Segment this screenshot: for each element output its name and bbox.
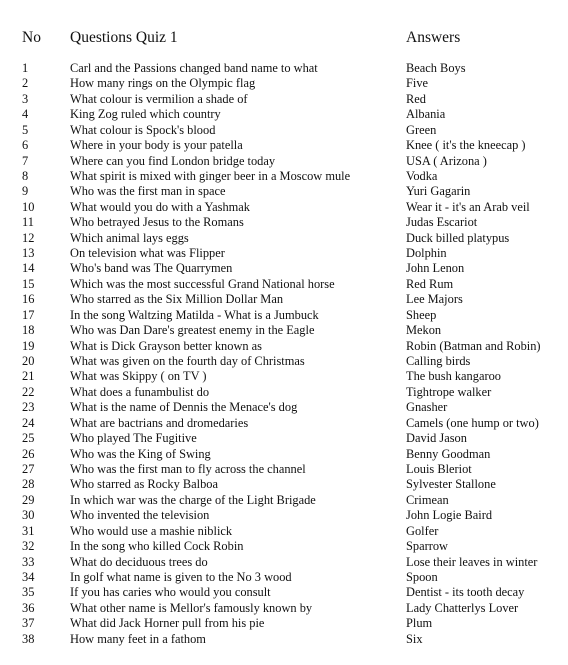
table-row — [0, 292, 568, 307]
question-text: What colour is Spock's blood — [70, 122, 216, 137]
question-number: 21 — [22, 369, 35, 384]
answer-text: Red — [406, 91, 426, 106]
question-text: On television what was Flipper — [70, 246, 225, 261]
question-number: 14 — [22, 261, 35, 276]
question-number: 19 — [22, 338, 35, 353]
table-row — [0, 508, 568, 523]
table-row — [0, 616, 568, 631]
table-row — [0, 339, 568, 354]
question-number: 32 — [22, 539, 35, 554]
answer-text: Robin (Batman and Robin) — [406, 338, 541, 353]
question-text: What does a funambulist do — [70, 384, 210, 399]
question-text: What colour is vermilion a shade of — [70, 91, 248, 106]
quiz-rows — [0, 61, 568, 647]
table-row — [0, 601, 568, 616]
table-row — [0, 632, 568, 647]
question-text: What did Jack Horner pull from his pie — [70, 616, 265, 631]
question-number: 37 — [22, 616, 35, 631]
question-number: 31 — [22, 523, 35, 538]
question-text: What would you do with a Yashmak — [70, 199, 250, 214]
question-number: 8 — [22, 168, 29, 183]
question-number: 3 — [22, 91, 29, 106]
answer-text: Plum — [406, 616, 433, 631]
question-text: Who was Dan Dare's greatest enemy in the Eagle — [70, 323, 315, 338]
answer-text: Wear it - it's an Arab veil — [406, 199, 530, 214]
question-text: Who betrayed Jesus to the Romans — [70, 215, 244, 230]
table-row — [0, 308, 568, 323]
question-number: 30 — [22, 508, 35, 523]
answer-text: Spoon — [406, 569, 438, 584]
answer-text: Five — [406, 76, 429, 91]
question-number: 16 — [22, 292, 35, 307]
question-text: Which was the most successful Grand National horse — [70, 276, 335, 291]
question-number: 15 — [22, 276, 35, 291]
question-number: 33 — [22, 554, 35, 569]
table-row — [0, 261, 568, 276]
answer-text: Sylvester Stallone — [406, 477, 496, 492]
answer-text: Knee ( it's the kneecap ) — [406, 138, 526, 153]
table-row — [0, 385, 568, 400]
answer-text: Sheep — [406, 307, 437, 322]
question-number: 26 — [22, 446, 35, 461]
question-text: What is Dick Grayson better known as — [70, 338, 263, 353]
question-text: In golf what name is given to the No 3 wood — [70, 569, 292, 584]
table-row — [0, 524, 568, 539]
question-text: What was Skippy ( on TV ) — [70, 369, 207, 384]
answer-text: Judas Escariot — [406, 215, 478, 230]
question-number: 6 — [22, 138, 29, 153]
answer-text: Camels (one hump or two) — [406, 415, 539, 430]
question-number: 24 — [22, 415, 35, 430]
question-text: Who's band was The Quarrymen — [70, 261, 233, 276]
question-text: Carl and the Passions changed band name to what — [70, 61, 318, 75]
answer-text: Lose their leaves in winter — [406, 554, 538, 569]
table-row — [0, 555, 568, 570]
table-row — [0, 123, 568, 138]
answer-text: Green — [406, 122, 437, 137]
answer-text: Albania — [406, 107, 446, 122]
table-row — [0, 154, 568, 169]
table-row — [0, 477, 568, 492]
question-number: 5 — [22, 122, 29, 137]
table-row — [0, 493, 568, 508]
question-text: King Zog ruled which country — [70, 107, 221, 122]
question-text: Where can you find London bridge today — [70, 153, 276, 168]
table-row — [0, 76, 568, 91]
answer-text: Beach Boys — [406, 61, 466, 75]
question-number: 35 — [22, 585, 35, 600]
table-row — [0, 416, 568, 431]
question-number: 13 — [22, 246, 35, 261]
answer-text: Red Rum — [406, 276, 454, 291]
answer-text: Sparrow — [406, 539, 448, 554]
question-number: 28 — [22, 477, 35, 492]
question-text: In the song who killed Cock Robin — [70, 539, 244, 554]
answer-text: Dentist - its tooth decay — [406, 585, 525, 600]
question-number: 18 — [22, 323, 35, 338]
answer-text: John Logie Baird — [406, 508, 493, 523]
question-text: Who starred as the Six Million Dollar Man — [70, 292, 284, 307]
table-row — [0, 107, 568, 122]
question-text: What are bactrians and dromedaries — [70, 415, 249, 430]
question-number: 20 — [22, 354, 35, 369]
answer-text: Lady Chatterlys Lover — [406, 600, 519, 615]
table-row — [0, 61, 568, 76]
question-text: In which war was the charge of the Light Brigade — [70, 492, 316, 507]
question-number: 23 — [22, 400, 35, 415]
answer-text: Duck billed platypus — [406, 230, 510, 245]
question-text: What do deciduous trees do — [70, 554, 208, 569]
question-text: What spirit is mixed with ginger beer in a Moscow mule — [70, 168, 351, 183]
table-row — [0, 92, 568, 107]
header-questions: Questions Quiz 1 — [70, 29, 178, 46]
answer-text: Crimean — [406, 492, 449, 507]
answer-text: Louis Bleriot — [406, 461, 472, 476]
table-row — [0, 570, 568, 585]
question-text: Where in your body is your patella — [70, 138, 243, 153]
question-text: What other name is Mellor's famously known by — [70, 600, 313, 615]
question-number: 34 — [22, 569, 35, 584]
question-text: Who starred as Rocky Balboa — [70, 477, 218, 492]
table-row — [0, 354, 568, 369]
table-row — [0, 138, 568, 153]
table-row — [0, 369, 568, 384]
question-text: Who was the King of Swing — [70, 446, 211, 461]
question-number: 25 — [22, 431, 35, 446]
question-text: In the song Waltzing Matilda - What is a Jumbuck — [70, 307, 319, 322]
table-row — [0, 169, 568, 184]
question-number: 29 — [22, 492, 35, 507]
table-row — [0, 231, 568, 246]
question-text: Who played The Fugitive — [70, 431, 197, 446]
table-row — [0, 215, 568, 230]
answer-text: Six — [406, 631, 423, 646]
question-number: 9 — [22, 184, 29, 199]
header-answers: Answers — [406, 29, 461, 46]
answer-text: Golfer — [406, 523, 439, 538]
question-number: 36 — [22, 600, 35, 615]
table-row — [0, 277, 568, 292]
answer-text: John Lenon — [406, 261, 465, 276]
question-text: Who was the first man to fly across the channel — [70, 461, 306, 476]
question-text: What was given on the fourth day of Christmas — [70, 354, 305, 369]
question-number: 2 — [22, 76, 29, 91]
answer-text: Dolphin — [406, 246, 447, 261]
answer-text: Mekon — [406, 323, 442, 338]
question-number: 38 — [22, 631, 35, 646]
column-headers — [0, 27, 568, 49]
question-number: 4 — [22, 107, 29, 122]
question-number: 27 — [22, 461, 35, 476]
question-number: 17 — [22, 307, 35, 322]
table-row — [0, 200, 568, 215]
table-row — [0, 246, 568, 261]
answer-text: Calling birds — [406, 354, 471, 369]
table-row — [0, 585, 568, 600]
table-row — [0, 539, 568, 554]
question-number: 11 — [22, 215, 34, 230]
question-text: How many feet in a fathom — [70, 631, 206, 646]
header-no: No — [22, 29, 41, 46]
question-number: 22 — [22, 384, 35, 399]
answer-text: Lee Majors — [406, 292, 463, 307]
question-number: 12 — [22, 230, 35, 245]
answer-text: Tightrope walker — [406, 384, 492, 399]
answer-text: Gnasher — [406, 400, 448, 415]
answer-text: Vodka — [406, 168, 438, 183]
question-text: Which animal lays eggs — [70, 230, 189, 245]
table-row — [0, 431, 568, 446]
answer-text: David Jason — [406, 431, 467, 446]
answer-text: Yuri Gagarin — [406, 184, 471, 199]
question-text: How many rings on the Olympic flag — [70, 76, 256, 91]
question-text: Who would use a mashie niblick — [70, 523, 233, 538]
answer-text: Benny Goodman — [406, 446, 491, 461]
question-text: Who invented the television — [70, 508, 210, 523]
table-row — [0, 447, 568, 462]
question-text: What is the name of Dennis the Menace's dog — [70, 400, 298, 415]
table-row — [0, 400, 568, 415]
question-text: Who was the first man in space — [70, 184, 226, 199]
question-number: 10 — [22, 199, 35, 214]
question-number: 7 — [22, 153, 29, 168]
table-row — [0, 323, 568, 338]
table-row — [0, 184, 568, 199]
question-number: 1 — [22, 61, 29, 75]
table-row — [0, 462, 568, 477]
question-text: If you has caries who would you consult — [70, 585, 271, 600]
answer-text: The bush kangaroo — [406, 369, 501, 384]
answer-text: USA ( Arizona ) — [406, 153, 487, 168]
